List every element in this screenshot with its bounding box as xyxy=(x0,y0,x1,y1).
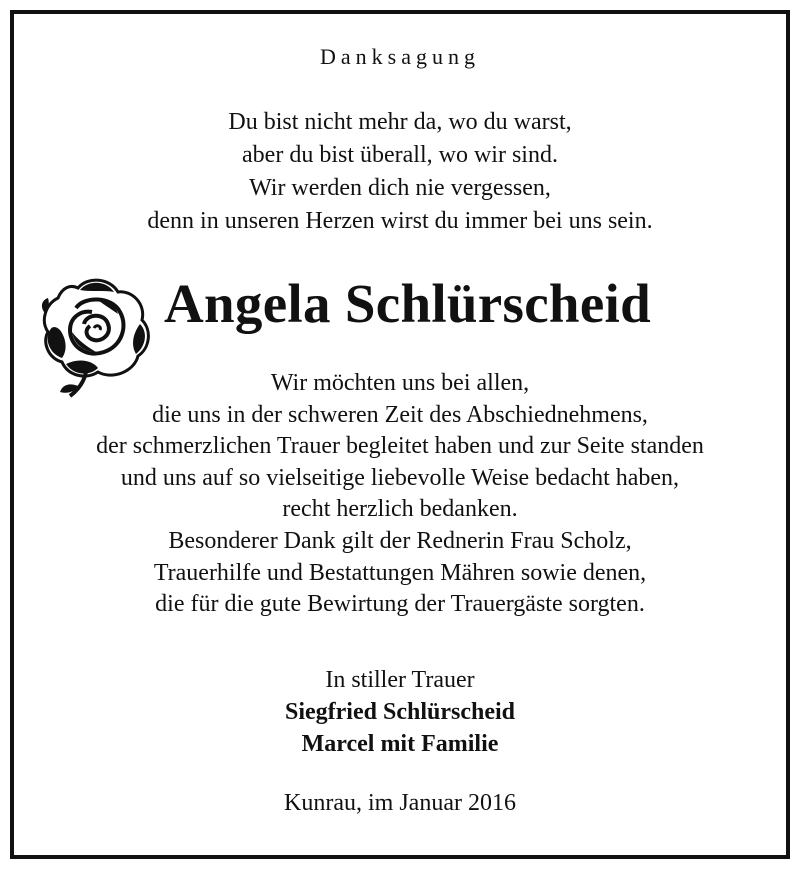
closing-intro: In stiller Trauer xyxy=(325,667,475,693)
poem-line: denn in unseren Herzen wirst du immer bei uns sein. xyxy=(147,208,653,234)
body-line: Trauerhilfe und Bestattungen Mähren sowie denen, xyxy=(153,559,647,586)
poem-line: Wir werden dich nie vergessen, xyxy=(249,175,551,201)
body-line: der schmerzlichen Trauer begleitet haben und zur Seite standen xyxy=(96,433,704,460)
mourner-name: Siegfried Schlürscheid xyxy=(284,699,515,725)
body-line: recht herzlich bedanken. xyxy=(282,496,518,523)
place-date: Kunrau, im Januar 2016 xyxy=(284,790,516,816)
body-line: die uns in der schweren Zeit des Abschiednehmens, xyxy=(152,401,648,428)
closing xyxy=(14,664,786,760)
body-line: Wir möchten uns bei allen, xyxy=(270,370,530,396)
notice-heading: Danksagung xyxy=(320,44,480,69)
body-line: die für die gute Bewirtung der Trauergäste sorgten. xyxy=(155,591,645,618)
deceased-name: Angela Schlürscheid xyxy=(164,273,652,334)
body-line: Besonderer Dank gilt der Rednerin Frau Scholz, xyxy=(168,527,632,554)
poem-line: aber du bist überall, wo wir sind. xyxy=(242,142,558,168)
notice-frame xyxy=(10,10,790,859)
mourner-name: Marcel mit Familie xyxy=(301,731,499,757)
thank-you-text xyxy=(14,368,786,621)
body-line: und uns auf so vielseitige liebevolle Weise bedacht haben, xyxy=(120,464,680,491)
poem xyxy=(14,106,786,238)
poem-line: Du bist nicht mehr da, wo du warst, xyxy=(228,109,572,135)
